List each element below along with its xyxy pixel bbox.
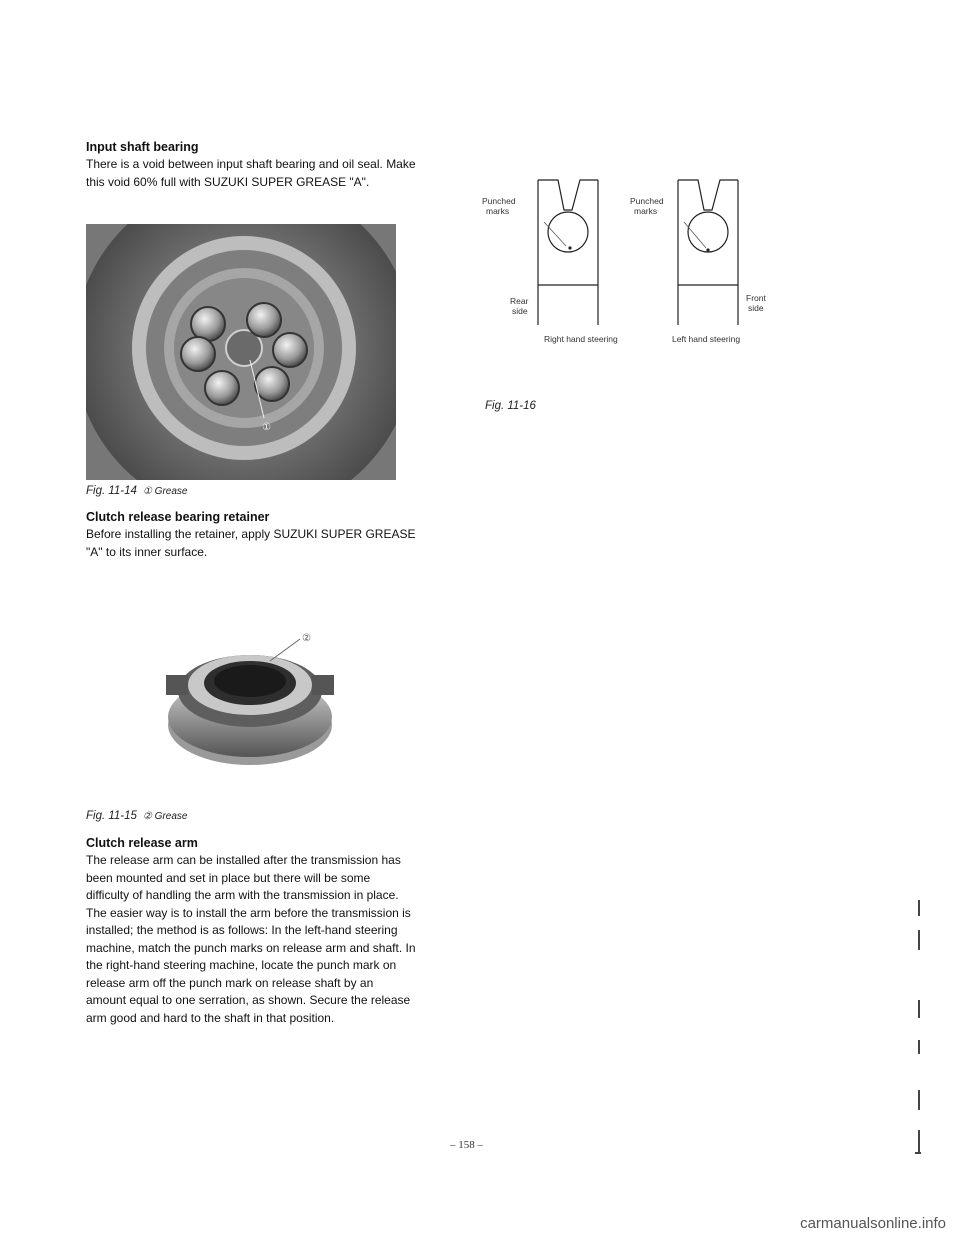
edge-mark	[918, 1000, 920, 1018]
rear-side-line2: side	[512, 306, 528, 316]
edge-mark	[918, 1040, 920, 1054]
page-number: – 158 –	[450, 1139, 483, 1151]
fig-11-15-photo	[160, 625, 340, 775]
fig-11-15-callout: ②	[302, 633, 311, 644]
input-shaft-heading: Input shaft bearing	[86, 140, 199, 154]
fig-11-14-photo	[86, 224, 396, 480]
release-arm-section	[86, 836, 416, 1027]
punched-marks-right-line2: marks	[634, 206, 658, 216]
front-side-line1: Front	[746, 293, 766, 303]
rear-side-line1: Rear	[510, 296, 529, 306]
punched-marks-left-line1: Punched	[482, 196, 516, 206]
fig-11-16-diagram	[470, 170, 790, 360]
edge-mark	[918, 930, 920, 950]
retainer-section	[86, 510, 416, 561]
edge-mark	[915, 1152, 921, 1154]
fig-11-15-caption	[86, 810, 187, 822]
punched-marks-right-line1: Punched	[630, 196, 664, 206]
left-hand-steering-label: Left hand steering	[672, 334, 741, 344]
front-side-line2: side	[748, 303, 764, 313]
release-arm-text: The release arm can be installed after the transmission has been mounted and set in place but there will be some difficulty of handling the arm with the transmission in place. The easier way is to install the arm before the transmission is installed; the method is as follows: In the left-hand steering machine, match the punch marks on release arm and shaft. In the right-hand steering machine, locate the punch mark on release arm off the punch mark on release shaft by an amount equal to one serration, as shown. Secure the release arm good and hard to the shaft in that position.	[86, 853, 416, 1025]
fig-11-15-label: Fig. 11-15	[86, 810, 137, 822]
retainer-text: Before installing the retainer, apply SUZUKI SUPER GREASE "A" to its inner surface.	[86, 527, 416, 559]
fig-11-14-caption	[86, 485, 187, 497]
fig-11-16-label: Fig. 11-16	[485, 400, 536, 412]
input-shaft-text: There is a void between input shaft bearing and oil seal. Make this void 60% full with SUZUKI SUPER GREASE "A".	[86, 157, 416, 189]
fig-11-15-note: ② Grease	[142, 811, 188, 822]
edge-mark	[918, 1130, 920, 1154]
fig-11-14-callout: ①	[262, 422, 271, 433]
edge-mark	[918, 1090, 920, 1110]
release-arm-heading: Clutch release arm	[86, 836, 198, 850]
right-hand-steering-label: Right hand steering	[544, 334, 618, 344]
watermark: carmanualsonline.info	[800, 1215, 946, 1232]
edge-mark	[918, 900, 920, 916]
retainer-heading: Clutch release bearing retainer	[86, 510, 270, 524]
fig-11-14-note: ① Grease	[142, 486, 188, 497]
left-column	[86, 140, 416, 191]
fig-11-14-label: Fig. 11-14	[86, 485, 137, 497]
punched-marks-left-line2: marks	[486, 206, 510, 216]
